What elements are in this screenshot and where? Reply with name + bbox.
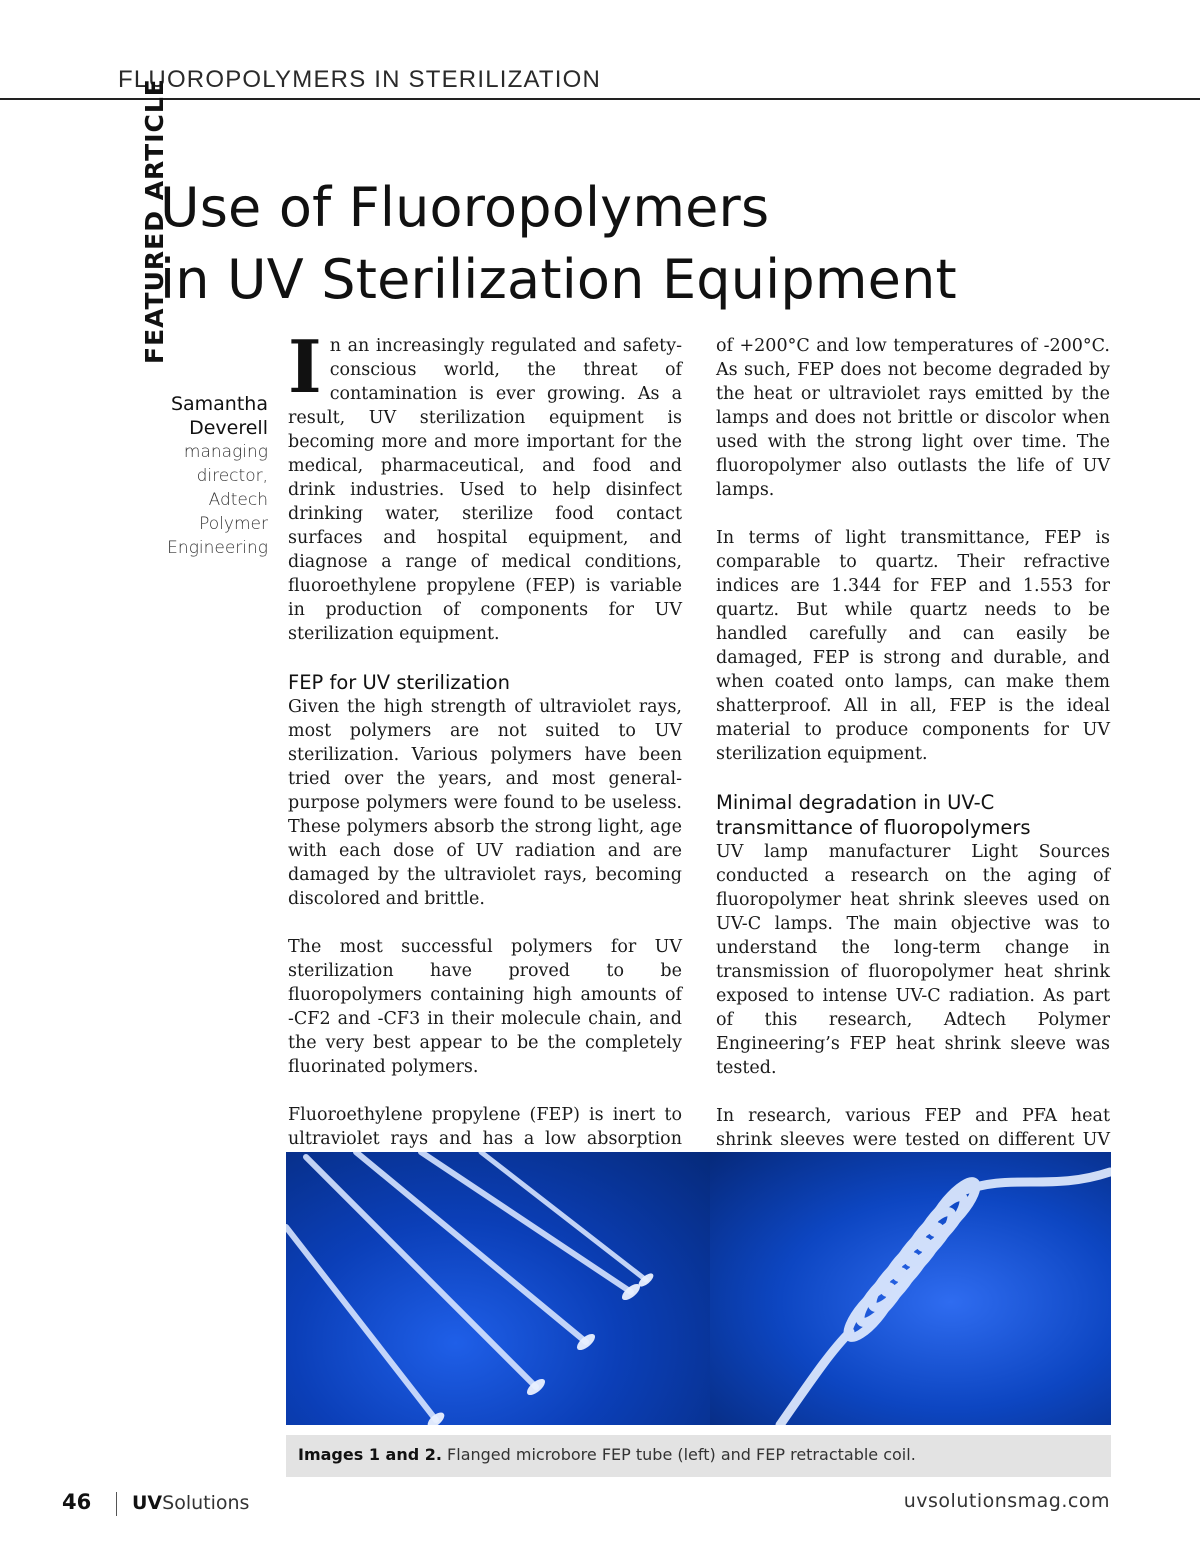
paragraph-fep-1: Given the high strength of ultraviolet rays, most polymers are not suited to UV sterilization. Various polymers have been tried over the years, and most general-purpose polymers were found to be useless. These polymers absorb the strong light, age with each dose of UV radiation and are damaged by the ultraviolet rays, becoming discolored and brittle. <box>288 697 682 909</box>
header-rule <box>0 98 1200 100</box>
magazine-name <box>132 1492 249 1514</box>
section-title: FLUOROPOLYMERS IN STERILIZATION <box>118 66 602 93</box>
fep-coil-illustration <box>710 1152 1111 1425</box>
page-number: 46 <box>62 1490 92 1514</box>
featured-article-tag: FEATURED ARTICLE <box>140 78 169 364</box>
flanged-tubes-illustration <box>286 1152 710 1425</box>
magazine-url: uvsolutionsmag.com <box>903 1490 1110 1512</box>
paragraph-fep-2: The most successful polymers for UV sterilization have proved to be fluoropolymers containing high amounts of -CF2 and -CF3 in their molecule chain, and the very best appear to be the completely fluorinated polymers. <box>288 937 682 1077</box>
heading-fep: FEP for UV sterilization <box>288 671 510 694</box>
caption-label: Images 1 and 2. <box>298 1445 442 1464</box>
drop-cap: I <box>288 324 322 409</box>
article-title <box>160 172 957 316</box>
image-fep-coil <box>710 1152 1111 1425</box>
title-line-2: in UV Sterilization Equipment <box>160 248 957 311</box>
intro-text: n an increasingly regulated and safety-conscious world, the threat of contamination is ever growing. As a result, UV sterilization equipment is becoming more and more important for the medical, pharmaceutical, and food and drink industries. Used to help disinfect drinking water, sterilize food contact surfaces and hospital equipment, and diagnose a range of medical conditions, fluoroethylene propylene (FEP) is variable in production of components for UV sterilization equipment. <box>288 336 682 644</box>
author-block <box>167 392 268 560</box>
author-role-3: Adtech <box>208 490 268 510</box>
paragraph-right-1: of +200°C and low temperatures of -200°C. As such, FEP does not become degraded by the heat or ultraviolet rays emitted by the lamps and does not brittle or discolor when used with the strong light over time. The fluoropolymer also outlasts the life of UV lamps. <box>716 336 1110 500</box>
image-flanged-tubes <box>286 1152 710 1425</box>
author-role-2: director, <box>196 466 268 486</box>
author-role-1: managing <box>183 442 268 462</box>
footer-divider <box>116 1492 117 1516</box>
caption-text: Flanged microbore FEP tube (left) and FEP retractable coil. <box>441 1445 916 1464</box>
intro-paragraph <box>288 324 682 646</box>
author-role-5: Engineering <box>167 538 268 558</box>
column-left <box>288 324 682 1271</box>
author-first-name: Samantha <box>170 393 268 415</box>
magazine-name-bold: UV <box>132 1492 163 1514</box>
article-images <box>286 1152 1111 1425</box>
author-role-4: Polymer <box>199 514 268 534</box>
title-line-1: Use of Fluoropolymers <box>160 176 770 239</box>
author-last-name: Deverell <box>189 417 268 439</box>
heading-minimal-degradation: Minimal degradation in UV-C transmittance of fluoropolymers <box>716 791 1031 839</box>
paragraph-min-2: In research, various FEP and PFA heat shrink sleeves were tested on different UV <box>716 1106 1110 1150</box>
paragraph-fep-3: Fluoroethylene propylene (FEP) is inert to ultraviolet rays and has a low absorption <box>288 1105 682 1149</box>
paragraph-right-2: In terms of light transmittance, FEP is comparable to quartz. Their refractive indices are 1.344 for FEP and 1.553 for quartz. But while quartz needs to be handled carefully and can easily be damaged, FEP is strong and durable, and when coated onto lamps, can make them shatterproof. All in all, FEP is the ideal material to produce components for UV sterilization equipment. <box>716 528 1110 764</box>
image-caption <box>286 1435 1111 1477</box>
paragraph-min-1: UV lamp manufacturer Light Sources conducted a research on the aging of fluoropolymer heat shrink sleeves used on UV-C lamps. The main objective was to understand the long-term change in transmission of fluoropolymer heat shrink exposed to intense UV-C radiation. As part of this research, Adtech Polymer Engineering’s FEP heat shrink sleeve was tested. <box>716 842 1110 1078</box>
magazine-name-rest: Solutions <box>162 1492 250 1514</box>
